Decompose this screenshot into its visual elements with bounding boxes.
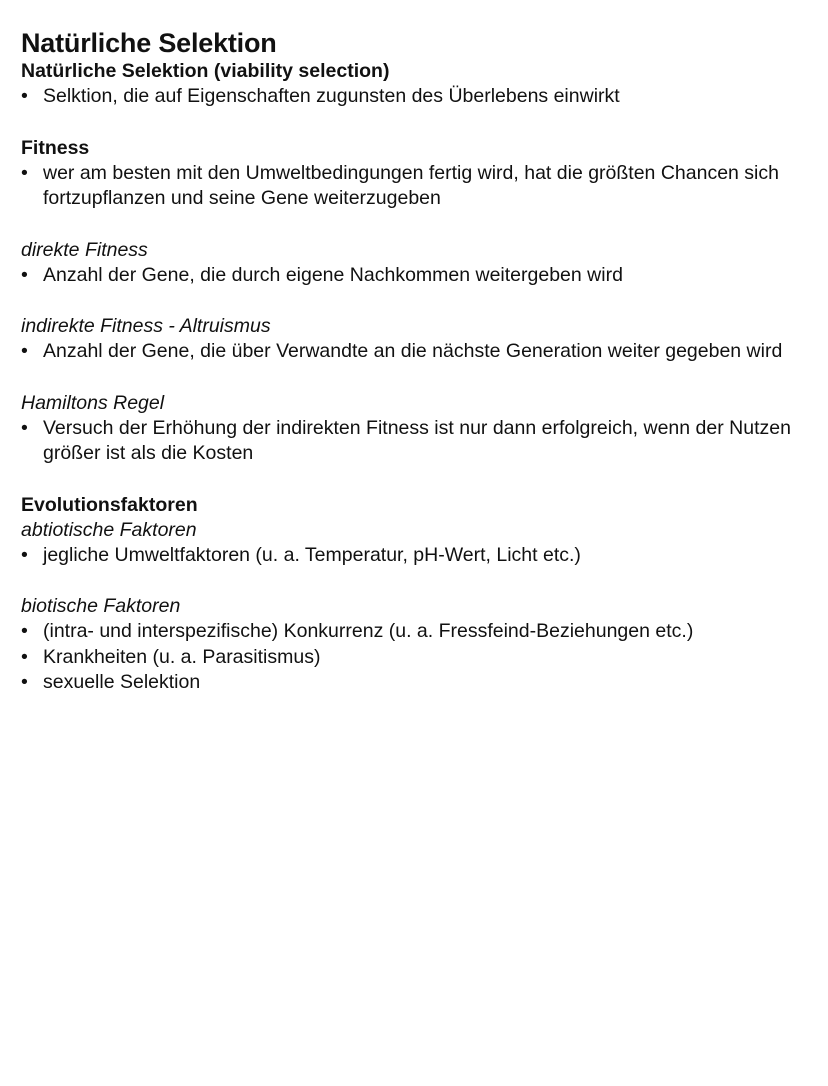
section-direct-fitness: [21, 238, 811, 289]
list-item-text: Selktion, die auf Eigenschaften zugunsten des Überlebens einwirkt: [43, 85, 620, 107]
list-item: [21, 84, 811, 110]
section-heading: Natürliche Selektion (viability selection): [21, 60, 390, 82]
section-fitness: [21, 136, 811, 212]
section-biotic-factors: [21, 594, 811, 696]
section-heading: Fitness: [21, 136, 90, 159]
list-item: [21, 161, 811, 212]
bullet-list: [21, 416, 811, 467]
section-hamiltons-rule: [21, 391, 811, 467]
bullet-list: [21, 543, 811, 569]
list-item-text: wer am besten mit den Umweltbedingungen fertig wird, hat die größten Chancen sich fortzupflanzen und seine Gene weiterzugeben: [43, 161, 779, 209]
bullet-icon: •: [21, 340, 28, 362]
list-item-text: Krankheiten (u. a. Parasitismus): [43, 645, 321, 668]
list-item: [21, 339, 811, 365]
bullet-icon: •: [21, 543, 28, 566]
list-item-text: Anzahl der Gene, die über Verwandte an die nächste Generation weiter gegeben wird: [43, 340, 783, 362]
section-heading: Evolutionsfaktoren: [21, 493, 198, 516]
bullet-list: [21, 263, 811, 289]
section-heading: indirekte Fitness - Altruismus: [21, 315, 271, 337]
section-subheading: abtiotische Faktoren: [21, 518, 197, 541]
section-heading: biotische Faktoren: [21, 595, 181, 617]
section-heading: direkte Fitness: [21, 238, 148, 261]
list-item-text: (intra- und interspezifische) Konkurrenz (u. a. Fressfeind-Beziehungen etc.): [43, 620, 694, 642]
bullet-icon: •: [21, 645, 28, 668]
page-title: Natürliche Selektion: [21, 28, 277, 58]
list-item: [21, 263, 811, 289]
bullet-icon: •: [21, 620, 28, 642]
bullet-icon: •: [21, 161, 28, 184]
list-item-text: jegliche Umweltfaktoren (u. a. Temperatur, pH-Wert, Licht etc.): [43, 543, 581, 566]
bullet-list: [21, 619, 811, 696]
bullet-list: [21, 161, 811, 212]
bullet-icon: •: [21, 671, 28, 693]
section-evolution-factors: [21, 493, 811, 569]
bullet-icon: •: [21, 263, 28, 286]
bullet-list: [21, 339, 811, 365]
section-heading: Hamiltons Regel: [21, 391, 165, 414]
list-item: [21, 543, 811, 569]
list-item-text: Anzahl der Gene, die durch eigene Nachkommen weitergeben wird: [43, 263, 623, 286]
section-indirect-fitness: [21, 314, 811, 365]
list-item: [21, 670, 811, 696]
bullet-list: [21, 84, 811, 110]
bullet-icon: •: [21, 85, 28, 107]
list-item-text: Versuch der Erhöhung der indirekten Fitness ist nur dann erfolgreich, wenn der Nutzen größer ist als die Kosten: [43, 416, 791, 464]
document-page: [21, 27, 811, 696]
list-item: [21, 645, 811, 671]
list-item-text: sexuelle Selektion: [43, 671, 201, 693]
list-item: [21, 416, 811, 467]
section-natural-selection: [21, 59, 811, 110]
bullet-icon: •: [21, 416, 28, 439]
list-item: [21, 619, 811, 645]
